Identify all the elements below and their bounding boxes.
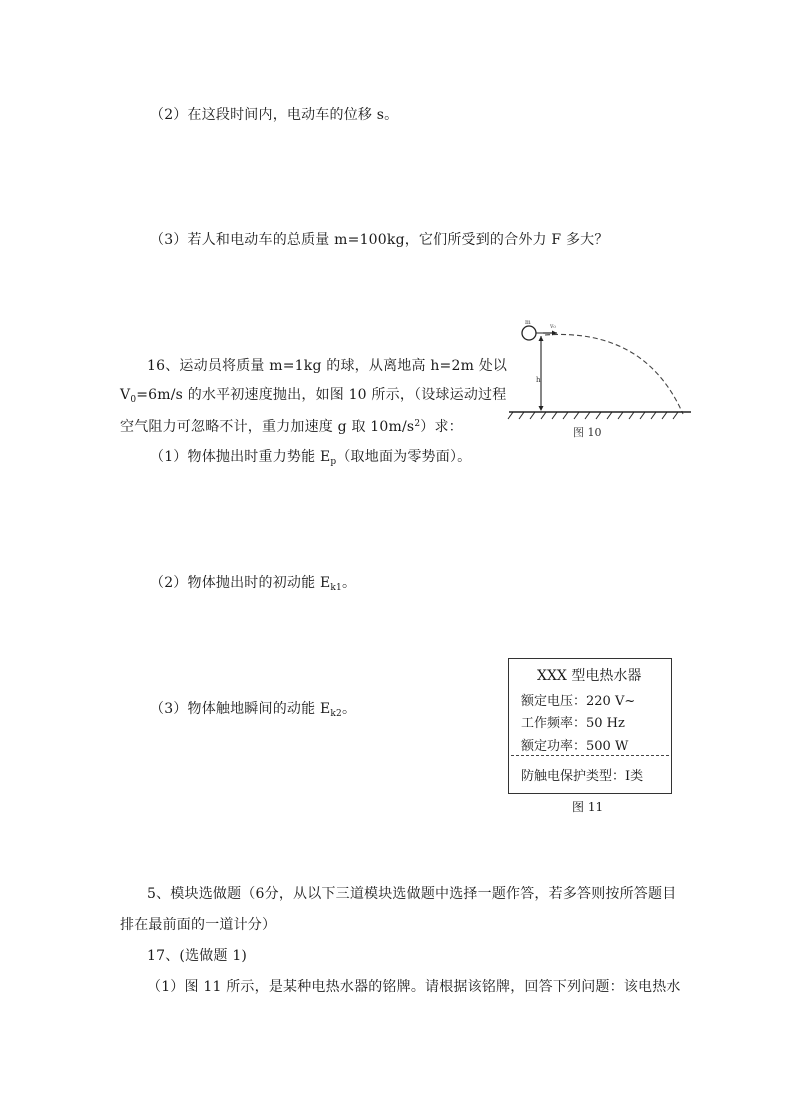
q16-stem-line3 (120, 416, 463, 436)
height-arrowhead-bottom-icon (539, 406, 544, 411)
q16-part1-text: （1）物体抛出时重力势能 E (150, 449, 331, 465)
q16-part3-text: （3）物体触地瞬间的动能 E (150, 701, 331, 717)
q16-stem-line3-text: 空气阻力可忽略不计，重力加速度 g 取 10m/s (120, 419, 415, 435)
ground-hatch-mark (640, 412, 645, 419)
ground-hatch-mark (574, 412, 579, 419)
q16-part2-text: （2）物体抛出时的初动能 E (150, 575, 331, 591)
ground-hatch-mark (662, 412, 667, 419)
velocity-label: v₀ (550, 323, 556, 330)
q16-stem-line1: 16、运动员将质量 m=1kg 的球，从离地高 h=2m 处以 (147, 358, 508, 374)
ground-hatch-mark (596, 412, 601, 419)
projectile-diagram (505, 318, 695, 444)
q16-part3 (150, 698, 356, 719)
figure-10-caption: 图 10 (573, 426, 602, 439)
q16-stem-line3-end: ）求： (420, 419, 463, 435)
q16-stem-line2 (120, 384, 506, 405)
height-label: h (536, 376, 541, 384)
ball-icon (522, 326, 536, 340)
ground-hatch-mark (607, 412, 612, 419)
ground-hatch-mark (629, 412, 634, 419)
height-arrowhead-top-icon (539, 336, 544, 341)
nameplate-row-voltage: 额定电压：220 V~ (521, 694, 636, 709)
q16-exponent: 2 (414, 419, 421, 429)
q17-part1: （1）图 11 所示，是某种电热水器的铭牌。请根据该铭牌，回答下列问题：该电热水 (147, 979, 681, 995)
ground-hatch-mark (508, 412, 513, 419)
ground-hatch-mark (673, 412, 678, 419)
ground-hatch-mark (552, 412, 557, 419)
q16-part2-end: 。 (341, 575, 357, 591)
q16-v-symbol: V (120, 387, 131, 403)
ground-hatching (508, 412, 678, 419)
q17-heading: 17、(选做题 1) (147, 948, 248, 964)
q16-part1-subscript: p (330, 457, 337, 467)
trajectory-curve (545, 334, 683, 414)
section5-line2: 排在最前面的一道计分） (120, 917, 277, 933)
q16-part3-subscript: k2 (330, 709, 342, 719)
ground-hatch-mark (563, 412, 568, 419)
section5-line1: 5、模块选做题（6分，从以下三道模块选做题中选择一题作答，若多答则按所答题目 (147, 886, 677, 902)
q16-part1 (150, 446, 471, 467)
nameplate-title: XXX 型电热水器 (537, 668, 642, 684)
figure-11-caption: 图 11 (572, 800, 604, 814)
nameplate-row-frequency: 工作频率：50 Hz (521, 716, 625, 731)
ground-hatch-mark (541, 412, 546, 419)
ground-hatch-mark (618, 412, 623, 419)
q16-part3-end: 。 (341, 701, 357, 717)
q16-part1-end: （取地面为零势面）。 (336, 449, 472, 465)
q16-v-subscript: 0 (130, 395, 137, 405)
nameplate-row-power: 额定功率：500 W (521, 739, 629, 754)
ground-hatch-mark (651, 412, 656, 419)
ground-hatch-mark (585, 412, 590, 419)
q16-stem-line2-text: =6m/s 的水平初速度抛出，如图 10 所示，（设球运动过程 (136, 387, 507, 403)
mass-label: m (525, 319, 531, 326)
nameplate (508, 658, 672, 794)
ground-hatch-mark (519, 412, 524, 419)
q16-part2-subscript: k1 (330, 583, 342, 593)
nameplate-protection: 防触电保护类型：Ⅰ类 (521, 769, 644, 784)
figure-10 (505, 318, 695, 444)
ground-hatch-mark (530, 412, 535, 419)
q15-part2: （2）在这段时间内，电动车的位移 s。 (150, 107, 399, 123)
figure-11 (508, 658, 676, 818)
nameplate-divider (511, 755, 669, 756)
q16-part2 (150, 572, 356, 593)
q15-part3: （3）若人和电动车的总质量 m=100kg，它们所受到的合外力 F 多大？ (150, 232, 609, 248)
